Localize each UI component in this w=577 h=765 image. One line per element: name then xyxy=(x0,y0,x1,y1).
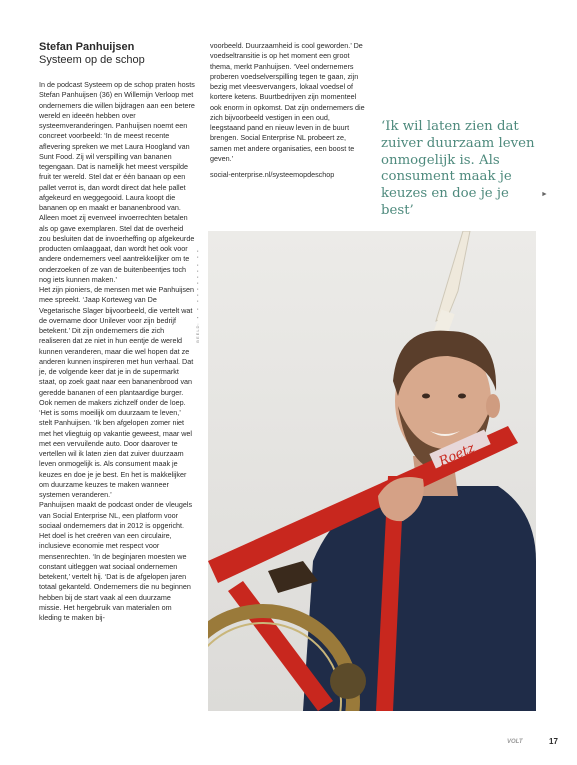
page-number: 17 xyxy=(549,737,558,746)
article-subtitle: Systeem op de schop xyxy=(39,54,145,66)
photo-credit: BEELD: ▪ ▪ ▪▪▪▪▪▪▪ ▪▪ xyxy=(195,248,200,343)
pull-quote: ‘Ik wil laten zien dat zuiver duurzaam leven onmogelijk is. Als consument maak je keuzes en doe je je best’ xyxy=(381,119,535,218)
author-name: Stefan Panhuijsen xyxy=(39,41,135,53)
paragraph: voorbeeld. Duurzaamheid is cool geworden.’ De voedseltransitie is op het moment een groot thema, merkt Panhuijsen. ‘Veel ondernemers proberen voedselverspilling tegen te gaan, zijn bezig met vleesvervangers, lokaal voedsel of kortere ketens. Buurtbedrijven zijn momenteel ook enorm in opkomst. Dat zijn ondernemers die zich bijvoorbeeld vestigen in een oud, leegstaand pand en nieuw leven in de buurt brengen. Social Enterprise NL probeert ze, samen met andere organisaties, een boost te geven.’ xyxy=(210,41,365,163)
man-with-bicycle-illustration xyxy=(208,231,536,711)
source-url[interactable]: social-enterprise.nl/systeemopdeschop xyxy=(210,170,335,179)
portrait-photo xyxy=(208,231,536,711)
text-column-2 xyxy=(210,41,366,180)
paragraph: Het zijn pioniers, de mensen met wie Panhuijsen mee spreekt. ‘Jaap Korteweg van De Vegetarische Slager bijvoorbeeld, die vertelt wat de overname door Unilever voor zijn bedrijf betekent.’ Dit zijn ondernemers die zich realiseren dat ze niet in hun eentje de wereld kunnen veranderen, maar die wel hopen dat ze anderen kunnen inspireren met hun verhaal. Dat je, de volgende keer dat je in de supermarkt staat, op zoek gaat naar een bananenbrood van geredde bananen of een plantaardige burger. xyxy=(39,285,195,397)
paragraph: Panhuijsen maakt de podcast onder de vleugels van Social Enterprise NL, een platform voor sociaal ondernemers dat in 2012 is opgericht. Het doel is het creëren van een circulaire, inclusieve economie met respect voor mensenrechten. ‘In de beginjaren moesten we constant uitleggen wat sociaal ondernemen betekent,’ vertelt hij. ‘Dat is de afgelopen jaren totaal gekanteld. Ondernemers die nu beginnen hebben bij de start vaak al een duurzame missie. Het hergebruik van materialen om kleding te maken bij- xyxy=(39,500,193,622)
paragraph: Ook nemen de makers zichzelf onder de loep. ‘Het is soms moeilijk om duurzaam te leven,’ stelt Panhuijsen. ‘Ik ben afgelopen zomer niet met het vliegtuig op vakantie geweest, maar wel met een vervuilende auto. Door daarover te vertellen wil ik laten zien dat zuiver duurzaam leven onmogelijk is. Als consument maak je keuzes en doe je je best. En het is makkelijker om duurzame keuzes te maken wanneer systemen veranderen.’ xyxy=(39,397,193,499)
text-column-1 xyxy=(39,80,195,623)
paragraph: In de podcast Systeem op de schop praten hosts Stefan Panhuijsen (36) en Willemijn Verloop met ondernemers die willen bijdragen aan een betere wereld en ideeën hebben over systeemveranderingen. Panhuijsen noemt een concreet voorbeeld: ‘In de meest recente aflevering spreken we met Laura Hoogland van Sunt Food. Zij wil verspilling van bananen tegengaan. Dat is namelijk het meest verspilde fruit ter wereld. Stel dat er één banaan op een pallet verrot is, dan wordt direct dat hele pallet afgekeurd en weggegooid. Laura koopt die bananen op en maakt er bananenbrood van. Alleen moet zij evenveel invoerrechten betalen als op gave exemplaren. Stel dat de overheid zou besluiten dat de invoerheffing op afgekeurde producten omlaaggaat, dan wordt het ook voor andere ondernemers veel aantrekkelijker om te onderzoeken of ze van de buitenbeentjes toch nog iets kunnen maken.’ xyxy=(39,80,195,284)
arrow-right-icon: ► xyxy=(541,191,548,198)
magazine-logo: VOLT xyxy=(507,739,523,745)
bike-brand-text: Roetz xyxy=(436,440,478,470)
